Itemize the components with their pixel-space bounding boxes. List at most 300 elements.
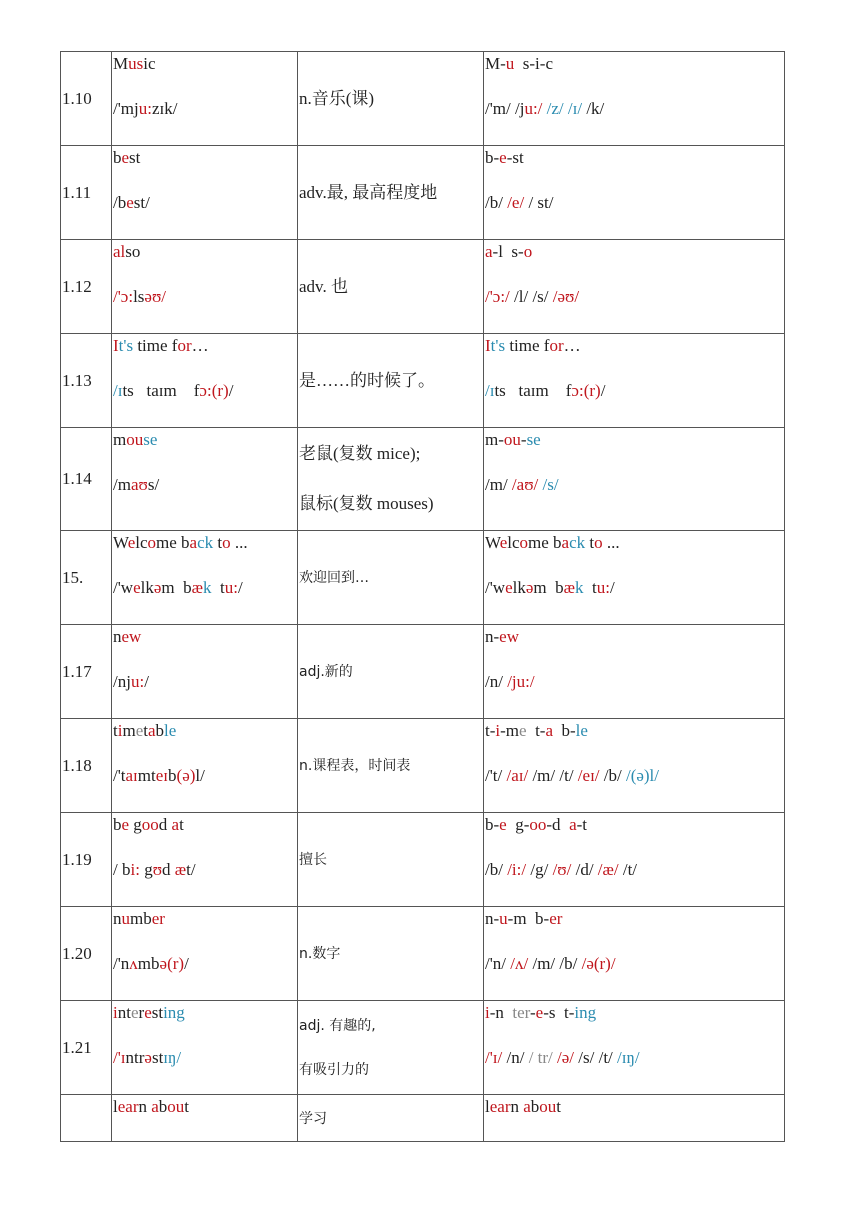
phonics-sounds-segment: / bbox=[600, 381, 606, 400]
phonics-split-segment: a bbox=[561, 533, 570, 552]
word-phonetic-segment: ʌ bbox=[129, 954, 138, 973]
lesson-number: 1.11 bbox=[61, 146, 112, 240]
meaning-cell bbox=[298, 719, 484, 813]
meaning-cell bbox=[298, 813, 484, 907]
word-text-segment: a bbox=[151, 1097, 159, 1116]
phonics-split-segment: -m b- bbox=[507, 909, 550, 928]
word-text-segment: i bbox=[113, 1003, 118, 1022]
phonics-split-segment: ... bbox=[602, 533, 620, 552]
word-text-segment: e bbox=[121, 148, 130, 167]
word-text-segment: oo bbox=[141, 815, 159, 834]
word-text-segment: us bbox=[128, 54, 144, 73]
phonics-split bbox=[485, 242, 783, 262]
phonics-sounds-segment: / tr/ bbox=[528, 1048, 558, 1067]
word-text-segment: a bbox=[147, 721, 156, 740]
word-phonetic-segment: /m bbox=[113, 475, 131, 494]
phonics-sounds-segment: /g/ bbox=[530, 860, 553, 879]
phonics-sounds bbox=[485, 954, 783, 974]
word-phonetic-segment: əʊ/ bbox=[144, 287, 167, 306]
meaning-cell bbox=[298, 1001, 484, 1095]
word-text-segment: ou bbox=[167, 1097, 185, 1116]
word-phonetic-segment: eɪ bbox=[155, 766, 169, 785]
meaning-cell bbox=[298, 146, 484, 240]
meaning-text: adj. 有趣的, bbox=[299, 1017, 376, 1034]
phonics-split bbox=[485, 533, 783, 553]
phonics-sounds-segment: ɔ:(r) bbox=[571, 381, 601, 400]
word-phonetic bbox=[113, 381, 296, 401]
phonics-split-segment: a bbox=[545, 721, 553, 740]
meaning-text: n.数字 bbox=[299, 945, 341, 962]
phonics-sounds-segment: ts taɪm f bbox=[494, 381, 572, 400]
word-text-segment: b bbox=[158, 1097, 168, 1116]
word-phonetic-segment: g bbox=[139, 860, 153, 879]
phonics-split-segment: e bbox=[499, 815, 507, 834]
word-cell bbox=[112, 240, 298, 334]
word-phonetic-segment: k bbox=[202, 578, 212, 597]
table-row bbox=[61, 146, 785, 240]
word-text-segment: t bbox=[184, 1097, 190, 1116]
word-text-segment: so bbox=[125, 242, 141, 261]
word-text-segment: er bbox=[151, 909, 165, 928]
word-text-segment: nt bbox=[117, 1003, 131, 1022]
phonics-split-segment: u bbox=[505, 54, 515, 73]
phonics-split-segment: e bbox=[499, 148, 507, 167]
word-phonetic-segment: / bbox=[237, 578, 243, 597]
word-text-segment: a bbox=[171, 815, 180, 834]
table-row bbox=[61, 1095, 785, 1142]
phonics-split-segment: t- bbox=[485, 721, 496, 740]
phonics-sounds-segment: /'w bbox=[485, 578, 506, 597]
phonics-split-segment: le bbox=[575, 721, 588, 740]
phonics-split-segment: n- bbox=[485, 627, 500, 646]
word-phonetic-segment: ʊ bbox=[152, 860, 163, 879]
word-text-segment: ... bbox=[230, 533, 248, 552]
meaning-text: n.音乐(课) bbox=[299, 88, 375, 108]
meaning-text: 老鼠(复数 mice); bbox=[299, 444, 421, 463]
phonics-split-segment: W bbox=[485, 533, 500, 552]
phonics-sounds-segment: /ɪŋ/ bbox=[617, 1048, 640, 1067]
phonics-split bbox=[485, 336, 783, 356]
phonics-sounds-segment: /(ə)l/ bbox=[625, 766, 660, 785]
word-text-segment: ew bbox=[121, 627, 142, 646]
meaning-text: 鼠标(复数 mouses) bbox=[299, 494, 434, 513]
word-text-segment: t bbox=[179, 815, 184, 834]
lesson-number: 1.21 bbox=[61, 1001, 112, 1095]
word-phonetic-segment: / bbox=[228, 381, 234, 400]
word-phonetic bbox=[113, 860, 296, 880]
phonics-sounds-segment: e bbox=[505, 578, 513, 597]
word-text-segment: i bbox=[117, 721, 123, 740]
word-text-segment: ou bbox=[126, 430, 144, 449]
word-phonetic-segment: l/ bbox=[195, 766, 205, 785]
word-phonetic-segment: /b bbox=[113, 193, 127, 212]
word-cell bbox=[112, 334, 298, 428]
phonics-sounds-segment: /s/ /t/ bbox=[578, 1048, 618, 1067]
phonics-split-segment: o bbox=[523, 242, 533, 261]
phonics-sounds-segment: /d/ bbox=[575, 860, 598, 879]
phonics-sounds-segment: /'m/ /j bbox=[485, 99, 525, 118]
word-text-segment: lc bbox=[135, 533, 148, 552]
phonics-split-segment: t bbox=[556, 1097, 562, 1116]
meaning-text: 是……的时候了。 bbox=[299, 370, 435, 390]
word-text-segment: m bbox=[113, 430, 127, 449]
phonics-split-segment: time f bbox=[509, 336, 550, 355]
table-row bbox=[61, 531, 785, 625]
table-row bbox=[61, 907, 785, 1001]
phonics-sounds-segment: /n/ bbox=[485, 672, 508, 691]
word-text-segment: n bbox=[113, 627, 122, 646]
word-phonetic-segment: / b bbox=[113, 860, 131, 879]
meaning-text: adv.最, 最高程度地 bbox=[299, 182, 438, 202]
phonics-cell bbox=[484, 907, 785, 1001]
phonics-split-segment: -t bbox=[576, 815, 587, 834]
word-phonetic bbox=[113, 99, 296, 119]
phonics-split-segment: er bbox=[549, 909, 563, 928]
phonics-split-segment: - bbox=[530, 1003, 536, 1022]
lesson-number: 1.10 bbox=[61, 52, 112, 146]
phonics-split-segment: ear bbox=[489, 1097, 511, 1116]
phonics-split bbox=[485, 909, 783, 929]
phonics-split-segment: I bbox=[485, 336, 491, 355]
phonics-sounds-segment: t bbox=[583, 578, 597, 597]
phonics-split-segment: -s t- bbox=[543, 1003, 575, 1022]
word-text-segment: t bbox=[143, 721, 148, 740]
word-text-segment: se bbox=[143, 430, 158, 449]
table-row bbox=[61, 813, 785, 907]
phonics-split-segment: oo bbox=[529, 815, 547, 834]
lesson-number: 1.20 bbox=[61, 907, 112, 1001]
word-text-segment: n bbox=[113, 909, 122, 928]
word-text-segment: st bbox=[129, 148, 141, 167]
phonics-sounds-segment: /m/ /b/ bbox=[532, 954, 582, 973]
phonics-sounds-segment: æ bbox=[563, 578, 575, 597]
word-text-segment: me b bbox=[156, 533, 190, 552]
phonics-split-segment: g- bbox=[506, 815, 530, 834]
meaning-cell bbox=[298, 1095, 484, 1142]
phonics-sounds-segment: /m/ bbox=[485, 475, 512, 494]
word-phonetic-segment: t/ bbox=[186, 860, 196, 879]
word-phonetic-segment: ə bbox=[144, 1048, 152, 1067]
word-phonetic-segment: ɪŋ/ bbox=[163, 1048, 182, 1067]
phonics-cell bbox=[484, 428, 785, 531]
word-text bbox=[113, 1097, 296, 1117]
phonics-sounds-segment: /ɪ bbox=[485, 381, 495, 400]
phonics-split-segment: … bbox=[563, 336, 581, 355]
word-phonetic-segment: ə bbox=[153, 578, 162, 597]
phonics-split bbox=[485, 148, 783, 168]
word-text-segment: time f bbox=[137, 336, 178, 355]
word-text-segment: l bbox=[113, 1097, 118, 1116]
word-text-segment: le bbox=[164, 721, 177, 740]
phonics-split-segment: o bbox=[519, 533, 529, 552]
word-text-segment: g bbox=[129, 815, 142, 834]
phonics-cell bbox=[484, 52, 785, 146]
phonics-split bbox=[485, 1003, 783, 1023]
phonics-sounds-segment: /m/ /t/ bbox=[532, 766, 578, 785]
phonics-split-segment: s-i-c bbox=[514, 54, 553, 73]
phonics-split bbox=[485, 1097, 783, 1117]
phonics-sounds-segment: /ʌ/ bbox=[510, 954, 533, 973]
phonics-sounds bbox=[485, 287, 783, 307]
word-phonetic-segment: mt bbox=[137, 766, 156, 785]
phonics-split-segment: -m bbox=[500, 721, 520, 740]
table-row bbox=[61, 52, 785, 146]
phonics-cell bbox=[484, 625, 785, 719]
phonics-sounds bbox=[485, 475, 783, 495]
word-phonetic-segment: e bbox=[126, 193, 134, 212]
phonics-sounds-segment: /ə(r)/ bbox=[581, 954, 616, 973]
word-phonetic-segment: ntr bbox=[125, 1048, 145, 1067]
word-text-segment: e bbox=[135, 721, 144, 740]
word-text-segment: M bbox=[113, 54, 129, 73]
word-text-segment: o bbox=[147, 533, 157, 552]
phonics-split-segment: - bbox=[520, 430, 527, 449]
word-text-segment: e bbox=[121, 815, 130, 834]
word-phonetic bbox=[113, 287, 296, 307]
word-phonetic-segment: æ bbox=[174, 860, 187, 879]
word-phonetic bbox=[113, 475, 296, 495]
phonics-split bbox=[485, 430, 783, 450]
phonics-sounds-segment: /s/ bbox=[542, 475, 559, 494]
phonics-sounds bbox=[485, 766, 783, 786]
word-text-segment: mb bbox=[130, 909, 152, 928]
word-text bbox=[113, 815, 296, 835]
phonics-split-segment: t's bbox=[490, 336, 510, 355]
word-phonetic-segment: s/ bbox=[147, 475, 160, 494]
phonics-split-segment: lc bbox=[507, 533, 520, 552]
phonics-sounds-segment: /i:/ bbox=[507, 860, 531, 879]
lesson-number: 1.17 bbox=[61, 625, 112, 719]
word-phonetic-segment: /'n bbox=[113, 954, 130, 973]
word-text-segment: ic bbox=[143, 54, 156, 73]
phonics-sounds bbox=[485, 193, 783, 213]
phonics-split-segment: a bbox=[485, 242, 493, 261]
table-row bbox=[61, 1001, 785, 1095]
word-phonetic-segment: /'w bbox=[113, 578, 134, 597]
word-text-segment: or bbox=[177, 336, 192, 355]
word-phonetic-segment: t bbox=[211, 578, 225, 597]
phonics-split-segment: ew bbox=[499, 627, 519, 646]
word-text-segment: ear bbox=[117, 1097, 139, 1116]
word-phonetic-segment: /'mj bbox=[113, 99, 139, 118]
word-cell bbox=[112, 719, 298, 813]
phonics-sounds-segment: /æ/ bbox=[597, 860, 623, 879]
phonics-cell bbox=[484, 334, 785, 428]
word-cell bbox=[112, 813, 298, 907]
lesson-number: 1.18 bbox=[61, 719, 112, 813]
meaning-text: n.课程表，时间表 bbox=[299, 757, 411, 774]
lesson-number: 1.13 bbox=[61, 334, 112, 428]
phonics-cell bbox=[484, 1095, 785, 1142]
word-text-segment: b bbox=[113, 815, 122, 834]
word-phonetic-segment: u: bbox=[138, 99, 152, 118]
phonics-sounds-segment: /z/ /ɪ/ bbox=[546, 99, 587, 118]
table-row bbox=[61, 334, 785, 428]
word-phonetic-segment: (ə) bbox=[176, 766, 196, 785]
word-text bbox=[113, 533, 296, 553]
phonics-cell bbox=[484, 240, 785, 334]
phonics-split-segment: ing bbox=[574, 1003, 597, 1022]
phonics-sounds-segment: u:/ bbox=[524, 99, 547, 118]
phonics-sounds bbox=[485, 578, 783, 598]
phonics-split-segment: -d bbox=[546, 815, 570, 834]
word-phonetic-segment: st/ bbox=[133, 193, 150, 212]
lesson-number: 1.19 bbox=[61, 813, 112, 907]
phonics-sounds-segment: /l/ /s/ bbox=[514, 287, 553, 306]
word-cell bbox=[112, 52, 298, 146]
word-cell bbox=[112, 1095, 298, 1142]
word-phonetic-segment: ts taɪm f bbox=[122, 381, 200, 400]
word-phonetic-segment: æ bbox=[191, 578, 203, 597]
phonics-sounds-segment: /ju:/ bbox=[507, 672, 535, 691]
phonics-split-segment: i bbox=[485, 1003, 490, 1022]
phonics-split-segment: e bbox=[535, 1003, 544, 1022]
word-phonetic bbox=[113, 193, 296, 213]
word-phonetic-segment: / bbox=[184, 954, 189, 973]
phonics-sounds bbox=[485, 672, 783, 692]
word-phonetic-segment: /'t bbox=[113, 766, 126, 785]
phonics-sounds-segment: /aɪ/ bbox=[506, 766, 533, 785]
phonics-cell bbox=[484, 719, 785, 813]
phonics-split bbox=[485, 627, 783, 647]
phonics-sounds bbox=[485, 381, 783, 401]
word-cell bbox=[112, 625, 298, 719]
word-phonetic-segment: aʊ bbox=[130, 475, 148, 494]
table-row bbox=[61, 240, 785, 334]
meaning-cell bbox=[298, 531, 484, 625]
word-text-segment: r bbox=[138, 1003, 145, 1022]
word-text-segment: ing bbox=[163, 1003, 185, 1022]
word-phonetic bbox=[113, 766, 296, 786]
word-text bbox=[113, 721, 296, 741]
word-text-segment: e bbox=[127, 533, 136, 552]
word-phonetic-segment: lk bbox=[140, 578, 154, 597]
word-text bbox=[113, 909, 296, 929]
phonics-sounds-segment: /ə/ bbox=[557, 1048, 579, 1067]
word-text-segment: t's bbox=[118, 336, 138, 355]
word-text-segment: al bbox=[113, 242, 126, 261]
meaning-cell bbox=[298, 428, 484, 531]
phonics-split-segment: b- bbox=[553, 721, 576, 740]
word-cell bbox=[112, 907, 298, 1001]
meaning-text: adj.新的 bbox=[299, 663, 353, 680]
phonics-split-segment: b bbox=[530, 1097, 540, 1116]
word-phonetic bbox=[113, 672, 296, 692]
word-phonetic-segment: st bbox=[151, 1048, 164, 1067]
phonics-sounds-segment: /eɪ/ bbox=[577, 766, 604, 785]
word-text bbox=[113, 430, 296, 450]
phonics-split bbox=[485, 721, 783, 741]
word-text-segment: … bbox=[191, 336, 209, 355]
word-text-segment: o bbox=[222, 533, 231, 552]
word-text bbox=[113, 148, 296, 168]
meaning-text: 有吸引力的 bbox=[299, 1061, 369, 1078]
word-text-segment: m bbox=[122, 721, 136, 740]
table-row bbox=[61, 625, 785, 719]
phonics-split-segment: b- bbox=[485, 148, 500, 167]
word-phonetic-segment: e bbox=[133, 578, 141, 597]
phonics-split-segment: M- bbox=[485, 54, 506, 73]
word-text-segment: u bbox=[121, 909, 130, 928]
phonics-split-segment: e bbox=[519, 721, 527, 740]
phonics-sounds-segment: /ʊ/ bbox=[552, 860, 576, 879]
word-phonetic-segment: ɔ:(r) bbox=[199, 381, 229, 400]
word-text-segment: a bbox=[189, 533, 198, 552]
table-row bbox=[61, 719, 785, 813]
word-phonetic bbox=[113, 954, 296, 974]
phonics-split bbox=[485, 54, 783, 74]
word-phonetic-segment: u: bbox=[224, 578, 238, 597]
phonics-split-segment: a bbox=[523, 1097, 531, 1116]
word-text-segment: e bbox=[130, 1003, 139, 1022]
meaning-cell bbox=[298, 907, 484, 1001]
phonics-sounds-segment: /aʊ/ bbox=[511, 475, 543, 494]
word-text bbox=[113, 54, 296, 74]
phonics-sounds-segment: /k/ bbox=[586, 99, 605, 118]
phonics-sounds-segment: k bbox=[574, 578, 584, 597]
word-phonetic-segment: m b bbox=[161, 578, 192, 597]
phonics-sounds bbox=[485, 99, 783, 119]
word-text-segment: d bbox=[158, 815, 172, 834]
phonics-sounds-segment: /b/ bbox=[603, 766, 626, 785]
phonics-sounds-segment: /t/ bbox=[622, 860, 638, 879]
phonics-split-segment: me b bbox=[528, 533, 562, 552]
phonics-split-segment: m- bbox=[485, 430, 504, 449]
phonics-split-segment: e bbox=[499, 533, 508, 552]
meaning-cell bbox=[298, 240, 484, 334]
phonics-split-segment: or bbox=[549, 336, 564, 355]
phonics-sounds-segment: /'ɔ:/ bbox=[485, 287, 515, 306]
word-phonetic-segment: zɪk/ bbox=[151, 99, 178, 118]
phonics-cell bbox=[484, 531, 785, 625]
phonics-sounds-segment: lk bbox=[512, 578, 526, 597]
word-phonetic-segment: d bbox=[162, 860, 175, 879]
phonics-split-segment: se bbox=[526, 430, 541, 449]
word-phonetic-segment: b bbox=[168, 766, 177, 785]
lesson-number: 1.14 bbox=[61, 428, 112, 531]
phonics-sounds-segment: /b/ bbox=[485, 860, 508, 879]
phonics-sounds-segment: ə bbox=[525, 578, 534, 597]
phonics-split-segment: ou bbox=[539, 1097, 557, 1116]
word-text-segment: st bbox=[151, 1003, 164, 1022]
word-text bbox=[113, 1003, 296, 1023]
word-phonetic-segment: /ɪ bbox=[113, 381, 123, 400]
phonics-split-segment: n bbox=[510, 1097, 524, 1116]
word-text-segment: t bbox=[213, 533, 223, 552]
phonics-split-segment: ter bbox=[512, 1003, 530, 1022]
lesson-number bbox=[61, 1095, 112, 1142]
word-text bbox=[113, 242, 296, 262]
word-text-segment: ck bbox=[197, 533, 214, 552]
word-text-segment: b bbox=[113, 148, 122, 167]
phonics-split-segment: n- bbox=[485, 909, 500, 928]
word-phonetic-segment: /'ɪ bbox=[113, 1048, 126, 1067]
meaning-cell bbox=[298, 334, 484, 428]
word-cell bbox=[112, 428, 298, 531]
word-text-segment: e bbox=[144, 1003, 152, 1022]
phonics-split-segment: u bbox=[499, 909, 508, 928]
phonics-cell bbox=[484, 146, 785, 240]
word-text bbox=[113, 627, 296, 647]
phonics-split-segment: t bbox=[585, 533, 595, 552]
meaning-text: adv. 也 bbox=[299, 276, 348, 296]
phonics-sounds bbox=[485, 860, 783, 880]
phonics-sounds-segment: /əʊ/ bbox=[552, 287, 580, 306]
phonics-split-segment: -st bbox=[506, 148, 524, 167]
word-text-segment: t bbox=[113, 721, 118, 740]
word-text-segment: n bbox=[138, 1097, 152, 1116]
phonics-split-segment: b- bbox=[485, 815, 500, 834]
